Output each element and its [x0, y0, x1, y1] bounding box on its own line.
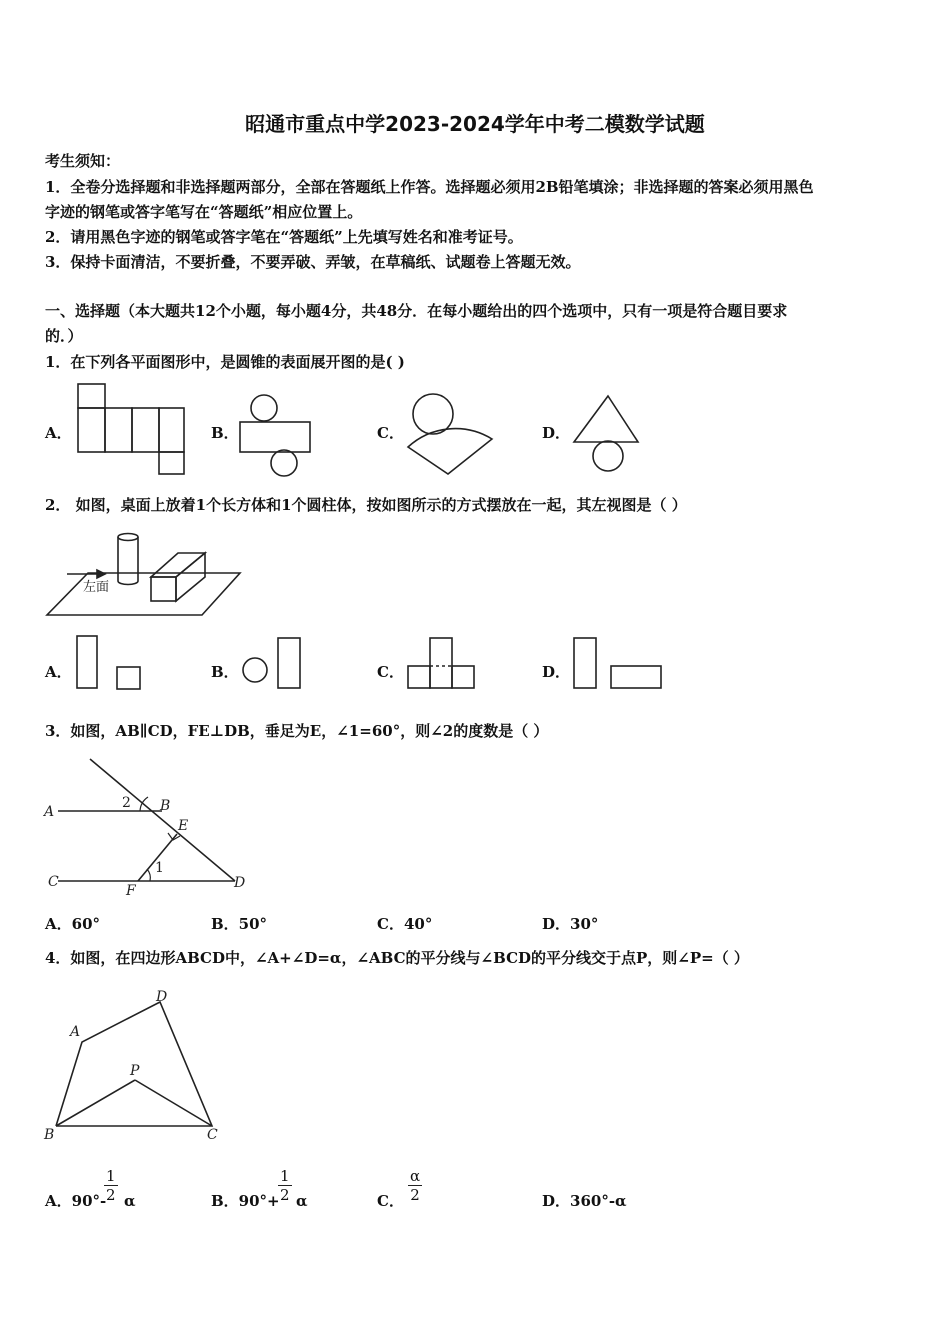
q4-label-c: C	[207, 1127, 218, 1143]
q4-option-d: D．360°-α	[542, 1192, 627, 1210]
q2-option-b-label: B．	[211, 663, 239, 681]
q1-option-a-label: A．	[45, 424, 72, 442]
q2-option-c-label: C．	[377, 663, 404, 681]
q1-option-b-label: B．	[211, 424, 239, 442]
q4-label-p: P	[130, 1063, 140, 1079]
q4-option-c-numerator: α	[410, 1167, 421, 1185]
q2-figure-c-view	[400, 630, 485, 695]
q4-option-b-numerator: 1	[280, 1167, 290, 1185]
q4-option-a-suffix: α	[124, 1192, 136, 1210]
q4-option-a-numerator: 1	[106, 1167, 116, 1185]
q2-option-a-label: A．	[45, 663, 72, 681]
q1-figure-a-cube-net	[70, 380, 190, 480]
page-title: 昭通市重点中学2023-2024学年中考二模数学试题	[245, 112, 705, 136]
q1-figure-d-triangle-circle	[570, 392, 645, 480]
section-heading-line-2: 的．）	[45, 327, 83, 345]
q3-label-f: F	[126, 883, 136, 899]
q4-stem: 4．如图，在四边形ABCD中，∠A+∠D=α，∠ABC的平分线与∠BCD的平分线交于点P，则∠P=（ ）	[45, 949, 749, 967]
q4-label-a: A	[70, 1024, 81, 1040]
q3-angle-2-label: 2	[122, 795, 131, 811]
notice-item-3: 3．保持卡面清洁，不要折叠，不要弄破、弄皱，在草稿纸、试题卷上答题无效。	[45, 253, 581, 271]
q4-option-c-denominator: 2	[410, 1186, 420, 1204]
q3-label-e: E	[178, 818, 189, 834]
q4-option-a-denominator: 2	[106, 1186, 116, 1204]
q2-figure-a-view	[70, 630, 150, 695]
q4-option-a-prefix: A．90°-	[45, 1192, 107, 1210]
q4-option-b-denominator: 2	[280, 1186, 290, 1204]
q2-figure-table-scene	[45, 525, 240, 625]
q3-label-d: D	[234, 875, 246, 891]
q3-option-a: A．60°	[45, 915, 101, 933]
q4-figure-quadrilateral	[40, 985, 230, 1145]
q2-left-face-label: 左面	[83, 580, 110, 595]
notice-item-1-line-2: 字迹的钢笔或答字笔写在“答题纸”相应位置上。	[45, 203, 363, 221]
q4-option-b-suffix: α	[296, 1192, 308, 1210]
q4-option-b-prefix: B．90°+	[211, 1192, 280, 1210]
q3-option-b: B．50°	[211, 915, 268, 933]
q3-option-d: D．30°	[542, 915, 599, 933]
q3-angle-1-label: 1	[155, 860, 164, 876]
q4-option-c-prefix: C．	[377, 1192, 404, 1210]
q3-stem: 3．如图，AB∥CD，FE⊥DB，垂足为E，∠1=60°，则∠2的度数是（ ）	[45, 722, 549, 740]
q1-option-d-label: D．	[542, 424, 571, 442]
q3-figure-parallel-lines	[40, 755, 265, 900]
q1-stem: 1．在下列各平面图形中，是圆锥的表面展开图的是( )	[45, 353, 405, 371]
q2-figure-b-view	[236, 630, 311, 695]
q4-label-b: B	[44, 1127, 55, 1143]
section-heading-line-1: 一、选择题（本大题共12个小题，每小题4分，共48分．在每小题给出的四个选项中，只有一项是符合题目要求	[45, 302, 788, 320]
q1-figure-b-cylinder-net	[232, 392, 317, 480]
q3-label-b: B	[160, 798, 171, 814]
q3-option-c: C．40°	[377, 915, 433, 933]
q4-option-a-fraction	[104, 1167, 118, 1204]
q3-label-a: A	[44, 804, 55, 820]
notice-item-1-line-1: 1．全卷分选择题和非选择题两部分，全部在答题纸上作答。选择题必须用2B铅笔填涂；非选择题的答案必须用黑色	[45, 178, 814, 196]
q3-label-c: C	[48, 874, 59, 890]
q2-stem: 2． 如图，桌面上放着1个长方体和1个圆柱体，按如图所示的方式摆放在一起，其左视图是（ ）	[45, 496, 687, 514]
q4-option-c-fraction	[408, 1167, 422, 1204]
q2-figure-d-view	[566, 630, 666, 695]
q1-figure-c-cone-net	[400, 392, 500, 480]
q4-label-d: D	[156, 989, 168, 1005]
q1-option-c-label: C．	[377, 424, 404, 442]
q2-option-d-label: D．	[542, 663, 571, 681]
q4-option-b-fraction	[278, 1167, 292, 1204]
notice-heading: 考生须知：	[45, 152, 121, 170]
notice-item-2: 2．请用黑色字迹的钢笔或答字笔在“答题纸”上先填写姓名和准考证号。	[45, 228, 523, 246]
